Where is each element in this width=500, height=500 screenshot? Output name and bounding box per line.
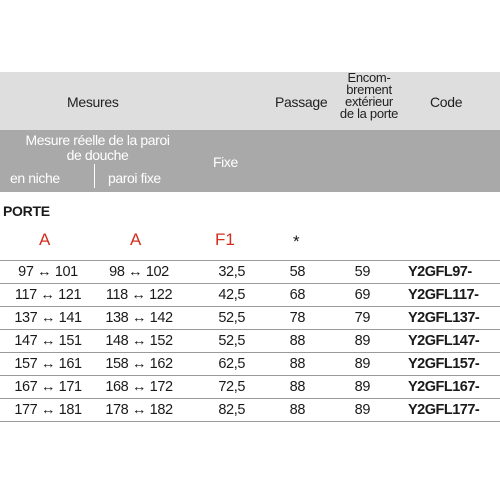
table-row [0,375,500,398]
cell-encombrement: 59 [354,264,370,280]
cell-code: Y2GFL167- [408,379,480,395]
cell-paroi-fixe: 148 ↔ 152 [105,333,173,349]
cell-encombrement: 69 [354,287,370,303]
subheader-mesure-reelle: Mesure réelle de la paroi de douche [25,132,170,163]
cell-paroi-fixe: 168 ↔ 172 [105,379,173,395]
header-passage: Passage [275,94,328,110]
subheader-en-niche: en niche [10,170,60,186]
cell-passage: 58 [289,264,305,280]
section-title: PORTE [3,203,50,219]
cell-en-niche: 117 ↔ 121 [14,287,82,303]
symbol-f1: F1 [215,230,235,249]
cell-passage: 68 [289,287,305,303]
table-row [0,306,500,329]
cell-en-niche: 177 ↔ 181 [14,402,82,418]
cell-paroi-fixe: 98 ↔ 102 [109,264,169,280]
cell-fixe: 52,5 [218,333,245,349]
header-encombrement-line: brement [346,82,392,97]
cell-code: Y2GFL137- [408,310,480,326]
header-mesures: Mesures [67,94,119,110]
dimensions-table [0,260,500,422]
header-encombrement-line: Encom- [347,70,391,85]
cell-code: Y2GFL177- [408,402,480,418]
cell-passage: 88 [289,333,305,349]
cell-fixe: 42,5 [218,287,245,303]
cell-paroi-fixe: 158 ↔ 162 [105,356,173,372]
cell-encombrement: 89 [354,402,370,418]
cell-code: Y2GFL157- [408,356,480,372]
cell-passage: 88 [289,402,305,418]
cell-paroi-fixe: 178 ↔ 182 [105,402,173,418]
cell-code: Y2GFL97- [408,264,472,280]
cell-encombrement: 89 [354,379,370,395]
cell-encombrement: 89 [354,356,370,372]
cell-en-niche: 97 ↔ 101 [18,264,78,280]
table-row [0,260,500,283]
cell-fixe: 82,5 [218,402,245,418]
cell-code: Y2GFL117- [408,287,479,303]
cell-fixe: 52,5 [218,310,245,326]
cell-encombrement: 89 [354,333,370,349]
header-code: Code [430,94,463,110]
symbol-a-paroi: A [130,230,142,249]
cell-encombrement: 79 [354,310,370,326]
cell-fixe: 72,5 [218,379,245,395]
header-encombrement-line: extérieur [345,94,393,109]
table-row [0,329,500,352]
cell-code: Y2GFL147- [408,333,480,349]
symbol-a-niche: A [39,230,51,249]
subheader-band [0,130,500,192]
table-row [0,283,500,306]
header-encombrement [334,72,404,120]
cell-passage: 88 [289,379,305,395]
cell-paroi-fixe: 138 ↔ 142 [105,310,173,326]
table-row [0,398,500,422]
table-row [0,352,500,375]
cell-passage: 88 [289,356,305,372]
header-band [0,72,500,130]
symbol-asterisk: * [293,232,300,251]
cell-en-niche: 147 ↔ 151 [14,333,82,349]
subheader-divider [94,164,95,188]
cell-en-niche: 137 ↔ 141 [14,310,82,326]
cell-paroi-fixe: 118 ↔ 122 [105,287,173,303]
cell-fixe: 62,5 [218,356,245,372]
subheader-fixe: Fixe [213,154,238,170]
cell-en-niche: 157 ↔ 161 [14,356,82,372]
cell-passage: 78 [289,310,305,326]
header-encombrement-line: de la porte [339,106,399,121]
cell-fixe: 32,5 [218,264,245,280]
cell-en-niche: 167 ↔ 171 [14,379,82,395]
subheader-paroi-fixe: paroi fixe [108,170,161,186]
